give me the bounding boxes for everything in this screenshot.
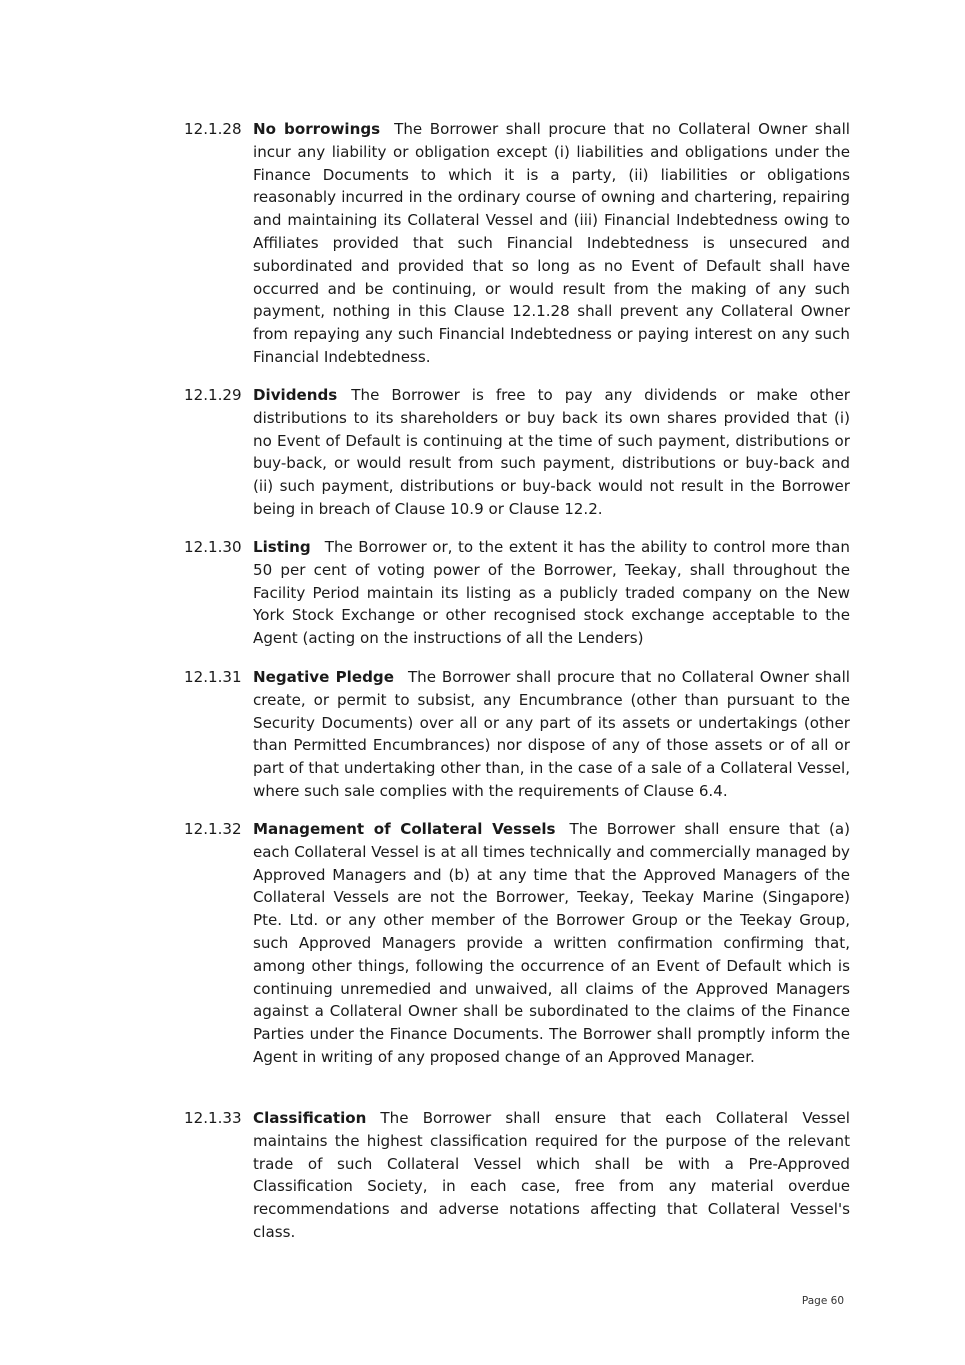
clause-body (253, 118, 850, 369)
clause-number: 12.1.32 (184, 820, 242, 838)
clause-number: 12.1.31 (184, 668, 242, 686)
clause-number: 12.1.30 (184, 538, 242, 556)
clause-body (253, 536, 850, 650)
clause-text: The Borrower is free to pay any dividends or make other distributions to its shareholders or buy back its own shares provided that (i) no Event of Default is continuing at the time of such payment, distributions or buy-back, or would result from such payment, distributions or buy-back and (ii) such payment, distributions or buy-back would not result in the Borrower being in breach of Clause 10.9 or Clause 12.2. (253, 386, 850, 518)
clause-text: The Borrower shall procure that no Collateral Owner shall incur any liability or obligation except (i) liabilities and obligations under the Finance Documents to which it is a party, (ii) liabilities or obligations reasonably incurred in the ordinary course of owning and chartering, repairing and maintaining its Collateral Vessel and (iii) Financial Indebtedness owing to Affiliates provided that such Financial Indebtedness is unsecured and subordinated and provided that so long as no Event of Default shall have occurred and be continuing, or would result from the making of any such payment, nothing in this Clause 12.1.28 shall prevent any Collateral Owner from repaying any such Financial Indebtedness or paying interest on any such Financial Indebtedness. (253, 120, 850, 366)
clause-heading: Dividends (253, 386, 338, 404)
clause-number: 12.1.33 (184, 1109, 242, 1127)
clause-12-1-28 (184, 118, 850, 369)
clause-12-1-31 (184, 666, 850, 803)
clause-text: The Borrower or, to the extent it has the ability to control more than 50 per cent of voting power of the Borrower, Teekay, shall throughout the Facility Period maintain its listing as a publicly traded company on the New York Stock Exchange or other recognised stock exchange acceptable to the Agent (acting on the instructions of all the Lenders) (253, 538, 850, 648)
clause-body (253, 1107, 850, 1244)
clause-body (253, 384, 850, 521)
clause-heading: Classification (253, 1109, 367, 1127)
clause-text: The Borrower shall procure that no Collateral Owner shall create, or permit to subsist, any Encumbrance (other than pursuant to the Security Documents) over all or any part of its assets or undertakings (other than Permitted Encumbrances) nor dispose of any of those assets or of all or part of that undertaking other than, in the case of a sale of a Collateral Vessel, where such sale complies with the requirements of Clause 6.4. (253, 668, 850, 800)
clause-12-1-30 (184, 536, 850, 650)
clause-12-1-33 (184, 1107, 850, 1244)
clause-heading: Negative Pledge (253, 668, 394, 686)
clause-text: The Borrower shall ensure that (a) each Collateral Vessel is at all times technically and commercially managed by Approved Managers and (b) at any time that the Approved Managers of the Collateral Vessels are not the Borrower, Teekay, Teekay Marine (Singapore) Pte. Ltd. or any other member of the Borrower Group or the Teekay Group, such Approved Managers provide a written confirmation confirming that, among other things, following the occurrence of an Event of Default which is continuing unremedied and unwaived, all claims of the Approved Managers against a Collateral Owner shall be subordinated to the claims of the Finance Parties under the Finance Documents. The Borrower shall promptly inform the Agent in writing of any proposed change of an Approved Manager. (253, 820, 850, 1066)
clause-heading: Listing (253, 538, 311, 556)
clause-number: 12.1.29 (184, 386, 242, 404)
page-number: Page 60 (801, 1295, 844, 1307)
clause-text: The Borrower shall ensure that each Collateral Vessel maintains the highest classification required for the purpose of the relevant trade of such Collateral Vessel which shall be with a Pre-Approved Classification Society, in each case, free from any material overdue recommendations and adverse notations affecting that Collateral Vessel's class. (253, 1109, 850, 1241)
clause-12-1-32 (184, 818, 850, 1069)
clause-body (253, 818, 850, 1069)
clause-body (253, 666, 850, 803)
clause-heading: No borrowings (253, 120, 381, 138)
clause-heading: Management of Collateral Vessels (253, 820, 556, 838)
clause-number: 12.1.28 (184, 120, 242, 138)
clause-12-1-29 (184, 384, 850, 521)
